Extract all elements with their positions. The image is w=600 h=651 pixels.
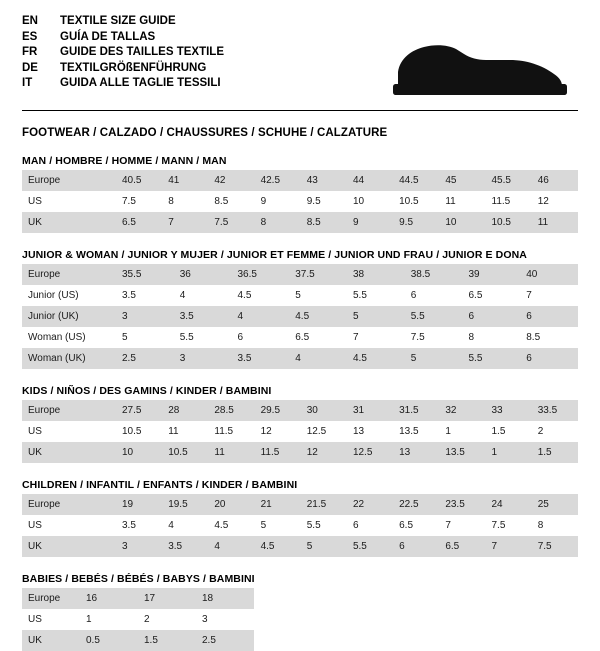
- table-row: [22, 327, 578, 348]
- size-cell: 36.5: [232, 264, 290, 285]
- language-title: TEXTILE SIZE GUIDE: [60, 15, 176, 27]
- table-row: [22, 348, 578, 369]
- size-cell: 13: [393, 442, 439, 463]
- size-cell: 10.5: [162, 442, 208, 463]
- size-cell: 2: [138, 609, 196, 630]
- size-cell: 5: [255, 515, 301, 536]
- language-title-list: [22, 14, 224, 92]
- size-cell: 28.5: [208, 400, 254, 421]
- language-title: GUIDE DES TAILLES TEXTILE: [60, 46, 224, 58]
- size-cell: 5.5: [301, 515, 347, 536]
- size-cell: 5.5: [405, 306, 463, 327]
- size-cell: 23.5: [439, 494, 485, 515]
- size-group-title: CHILDREN / INFANTIL / ENFANTS / KINDER / BAMBINI: [22, 479, 298, 491]
- size-cell: 3.5: [232, 348, 290, 369]
- size-cell: 6.5: [393, 515, 439, 536]
- size-cell: 31.5: [393, 400, 439, 421]
- size-cell: 45: [439, 170, 485, 191]
- size-cell: 7: [520, 285, 578, 306]
- size-cell: 5: [347, 306, 405, 327]
- row-label: UK: [22, 536, 116, 557]
- size-cell: 35.5: [116, 264, 174, 285]
- row-label: Woman (UK): [22, 348, 116, 369]
- size-cell: 5: [289, 285, 347, 306]
- table-row: [22, 191, 578, 212]
- size-cell: 24: [486, 494, 532, 515]
- size-cell: 38.5: [405, 264, 463, 285]
- size-cell: 42.5: [255, 170, 301, 191]
- size-cell: 30: [301, 400, 347, 421]
- size-cell: 38: [347, 264, 405, 285]
- row-label: UK: [22, 630, 80, 651]
- size-cell: 21.5: [301, 494, 347, 515]
- table-row: [22, 588, 254, 609]
- size-cell: 31: [347, 400, 393, 421]
- language-code: DE: [22, 61, 38, 74]
- table-row: [22, 400, 578, 421]
- size-cell: 44: [347, 170, 393, 191]
- dress-shoe-icon: [390, 32, 570, 104]
- size-cell: 8: [162, 191, 208, 212]
- size-cell: 5.5: [174, 327, 232, 348]
- table-row: [22, 442, 578, 463]
- size-cell: 3.5: [174, 306, 232, 327]
- size-cell: 10: [347, 191, 393, 212]
- table-row: [22, 285, 578, 306]
- size-cell: 8.5: [208, 191, 254, 212]
- size-cell: 4: [162, 515, 208, 536]
- size-cell: 25: [532, 494, 578, 515]
- size-cell: 7.5: [532, 536, 578, 557]
- table-row: [22, 609, 254, 630]
- size-cell: 4.5: [208, 515, 254, 536]
- size-cell: 11: [162, 421, 208, 442]
- row-label: UK: [22, 212, 116, 233]
- size-cell: 0.5: [80, 630, 138, 651]
- row-label: Europe: [22, 264, 116, 285]
- size-cell: 32: [439, 400, 485, 421]
- size-cell: 40.5: [116, 170, 162, 191]
- size-cell: 5: [301, 536, 347, 557]
- size-cell: 4.5: [232, 285, 290, 306]
- size-cell: 3: [116, 306, 174, 327]
- language-code: ES: [22, 30, 38, 43]
- row-label: Europe: [22, 588, 80, 609]
- size-cell: 10.5: [393, 191, 439, 212]
- size-cell: 22: [347, 494, 393, 515]
- size-cell: 7: [347, 327, 405, 348]
- size-table: [22, 588, 254, 651]
- size-cell: 7.5: [208, 212, 254, 233]
- size-group-title: JUNIOR & WOMAN / JUNIOR Y MUJER / JUNIOR ET FEMME / JUNIOR UND FRAU / JUNIOR E DONA: [22, 249, 527, 261]
- size-cell: 5: [116, 327, 174, 348]
- size-cell: 7: [162, 212, 208, 233]
- language-row: [22, 14, 224, 30]
- table-row: [22, 515, 578, 536]
- size-cell: 8: [255, 212, 301, 233]
- table-row: [22, 306, 578, 327]
- row-label: US: [22, 191, 116, 212]
- size-cell: 12: [532, 191, 578, 212]
- language-row: [22, 45, 224, 61]
- size-cell: 7.5: [116, 191, 162, 212]
- size-cell: 8: [532, 515, 578, 536]
- size-cell: 33.5: [532, 400, 578, 421]
- language-title: TEXTILGRÖßENFÜHRUNG: [60, 61, 207, 74]
- size-cell: 18: [196, 588, 254, 609]
- document-header: [22, 14, 578, 110]
- size-cell: 4: [232, 306, 290, 327]
- size-cell: 6: [463, 306, 521, 327]
- size-cell: 3.5: [162, 536, 208, 557]
- size-cell: 13.5: [393, 421, 439, 442]
- size-cell: 29.5: [255, 400, 301, 421]
- language-title: GUIDA ALLE TAGLIE TESSILI: [60, 77, 221, 89]
- size-cell: 10.5: [486, 212, 532, 233]
- language-row: [22, 76, 224, 92]
- size-cell: 10: [439, 212, 485, 233]
- size-cell: 12.5: [301, 421, 347, 442]
- size-cell: 3: [196, 609, 254, 630]
- size-cell: 1.5: [486, 421, 532, 442]
- size-group: [22, 479, 578, 557]
- size-cell: 9: [255, 191, 301, 212]
- size-cell: 5.5: [463, 348, 521, 369]
- size-table: [22, 170, 578, 233]
- size-cell: 5: [405, 348, 463, 369]
- size-cell: 28: [162, 400, 208, 421]
- size-cell: 11.5: [486, 191, 532, 212]
- size-group-title: BABIES / BEBÉS / BÉBÉS / BABYS / BAMBINI: [22, 573, 255, 585]
- size-group: [22, 573, 578, 651]
- table-row: [22, 264, 578, 285]
- size-cell: 12: [301, 442, 347, 463]
- size-group-title: MAN / HOMBRE / HOMME / MANN / MAN: [22, 155, 227, 167]
- size-cell: 46: [532, 170, 578, 191]
- size-cell: 5.5: [347, 285, 405, 306]
- size-cell: 9.5: [393, 212, 439, 233]
- size-cell: 6: [520, 348, 578, 369]
- size-cell: 16: [80, 588, 138, 609]
- size-cell: 6.5: [463, 285, 521, 306]
- row-label: Junior (UK): [22, 306, 116, 327]
- language-code: EN: [22, 15, 38, 27]
- size-cell: 3: [174, 348, 232, 369]
- size-cell: 11: [439, 191, 485, 212]
- row-label: US: [22, 515, 116, 536]
- size-table: [22, 264, 578, 369]
- size-cell: 4.5: [289, 306, 347, 327]
- size-cell: 41: [162, 170, 208, 191]
- language-title: GUÍA DE TALLAS: [60, 30, 156, 43]
- size-cell: 7.5: [486, 515, 532, 536]
- size-cell: 8.5: [301, 212, 347, 233]
- size-cell: 43: [301, 170, 347, 191]
- size-cell: 44.5: [393, 170, 439, 191]
- size-cell: 7.5: [405, 327, 463, 348]
- size-cell: 11: [532, 212, 578, 233]
- size-cell: 39: [463, 264, 521, 285]
- size-cell: 2.5: [196, 630, 254, 651]
- size-cell: 11.5: [208, 421, 254, 442]
- size-cell: 2: [532, 421, 578, 442]
- size-cell: 9.5: [301, 191, 347, 212]
- size-group-title: KIDS / NIÑOS / DES GAMINS / KINDER / BAMBINI: [22, 385, 272, 397]
- table-row: [22, 170, 578, 191]
- size-cell: 13.5: [439, 442, 485, 463]
- size-table: [22, 400, 578, 463]
- size-cell: 40: [520, 264, 578, 285]
- size-cell: 7: [439, 515, 485, 536]
- size-cell: 19.5: [162, 494, 208, 515]
- row-label: Woman (US): [22, 327, 116, 348]
- size-cell: 6.5: [289, 327, 347, 348]
- size-cell: 11: [208, 442, 254, 463]
- size-cell: 1.5: [532, 442, 578, 463]
- size-cell: 4.5: [347, 348, 405, 369]
- row-label: Europe: [22, 494, 116, 515]
- size-cell: 8: [463, 327, 521, 348]
- language-row: [22, 30, 224, 46]
- size-group: [22, 249, 578, 369]
- size-cell: 17: [138, 588, 196, 609]
- row-label: US: [22, 421, 116, 442]
- size-cell: 3: [116, 536, 162, 557]
- table-row: [22, 212, 578, 233]
- size-cell: 3.5: [116, 515, 162, 536]
- size-cell: 4: [208, 536, 254, 557]
- size-cell: 6: [232, 327, 290, 348]
- size-cell: 4: [174, 285, 232, 306]
- size-cell: 45.5: [486, 170, 532, 191]
- row-label: Europe: [22, 400, 116, 421]
- header-divider: [22, 110, 578, 111]
- language-row: [22, 61, 224, 77]
- size-cell: 33: [486, 400, 532, 421]
- table-row: [22, 494, 578, 515]
- table-row: [22, 421, 578, 442]
- size-cell: 6: [347, 515, 393, 536]
- size-table: [22, 494, 578, 557]
- table-row: [22, 630, 254, 651]
- category-title: FOOTWEAR / CALZADO / CHAUSSURES / SCHUHE / CALZATURE: [22, 127, 388, 139]
- size-cell: 1.5: [138, 630, 196, 651]
- size-group: [22, 385, 578, 463]
- size-cell: 8.5: [520, 327, 578, 348]
- row-label: Europe: [22, 170, 116, 191]
- size-cell: 6.5: [439, 536, 485, 557]
- table-row: [22, 536, 578, 557]
- size-cell: 37.5: [289, 264, 347, 285]
- size-cell: 1: [80, 609, 138, 630]
- language-code: FR: [22, 46, 38, 58]
- language-code: IT: [22, 77, 33, 89]
- size-cell: 19: [116, 494, 162, 515]
- size-cell: 3.5: [116, 285, 174, 306]
- size-cell: 21: [255, 494, 301, 515]
- size-cell: 4.5: [255, 536, 301, 557]
- size-cell: 6: [393, 536, 439, 557]
- size-cell: 7: [486, 536, 532, 557]
- size-cell: 1: [439, 421, 485, 442]
- size-cell: 12.5: [347, 442, 393, 463]
- size-cell: 13: [347, 421, 393, 442]
- size-cell: 2.5: [116, 348, 174, 369]
- size-cell: 10: [116, 442, 162, 463]
- size-cell: 6: [520, 306, 578, 327]
- size-cell: 4: [289, 348, 347, 369]
- size-cell: 6: [405, 285, 463, 306]
- size-cell: 9: [347, 212, 393, 233]
- size-cell: 12: [255, 421, 301, 442]
- row-label: US: [22, 609, 80, 630]
- size-cell: 20: [208, 494, 254, 515]
- size-cell: 11.5: [255, 442, 301, 463]
- size-cell: 6.5: [116, 212, 162, 233]
- row-label: Junior (US): [22, 285, 116, 306]
- row-label: UK: [22, 442, 116, 463]
- size-cell: 42: [208, 170, 254, 191]
- size-cell: 36: [174, 264, 232, 285]
- size-cell: 5.5: [347, 536, 393, 557]
- size-cell: 27.5: [116, 400, 162, 421]
- size-cell: 1: [486, 442, 532, 463]
- size-cell: 10.5: [116, 421, 162, 442]
- size-group: [22, 155, 578, 233]
- size-tables: [22, 155, 578, 651]
- size-cell: 22.5: [393, 494, 439, 515]
